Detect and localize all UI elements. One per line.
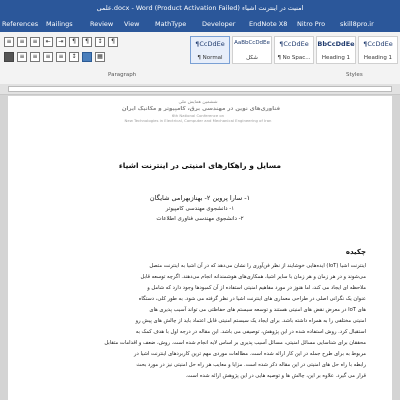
tab-endnote[interactable]: EndNote X8	[249, 20, 288, 28]
group-label-paragraph: Paragraph	[108, 72, 137, 78]
ribbon	[0, 32, 400, 85]
borders-icon[interactable]: ▦	[95, 52, 105, 62]
window-title: علمی.docx - Word (Product Activation Failed) امنیت در اینترنت اشیاء	[96, 4, 304, 12]
abstract-line: رابطه با راه حل های امنیتی در این مقاله ذکر شده است. مزایا و معایب هر راه حل امنیتی نیز در مورد بحث	[136, 362, 366, 368]
distributed-icon[interactable]: ≡	[56, 52, 66, 62]
style-no-spacing[interactable]	[274, 36, 314, 64]
ltr-direction-icon[interactable]: ¶	[69, 37, 79, 47]
style-name: ¶ Normal	[197, 55, 223, 61]
conference-header-line2: فناوری‌های نوین در مهندسی برق، کامپیوتر و مکانیک ایران	[121, 106, 281, 112]
tab-mathtype[interactable]: MathType	[155, 20, 187, 28]
tab-review[interactable]: Review	[90, 20, 114, 28]
tab-view[interactable]: View	[124, 20, 140, 28]
conference-header-line1: ششمین همایش ملی	[178, 100, 218, 105]
abstract-line: عنوان یک نگرانی اصلی در طراحی معماری های اینترنت اشیا در نظر گرفته می شود. به طور کلی، دستگاه	[138, 296, 366, 302]
style-sample: ¶CcDdEe	[195, 40, 225, 48]
ruler-scale	[8, 86, 392, 92]
paper-authors: ۱- سارا پروین ۲- بهنازبهرامی شایگان	[149, 194, 251, 202]
align-center-icon[interactable]: ≡	[17, 52, 27, 62]
conference-header-line3: 6th National Conference on	[171, 113, 225, 118]
numbering-icon[interactable]: ≡	[17, 37, 27, 47]
abstract-line: محققان برای شناسایی مسائل امنیتی، مسائل آسیب پذیری بر اساس لایه انجام شده است. روش، ضعف و اقدامات متقابل	[104, 340, 366, 346]
document-page[interactable]	[8, 96, 392, 400]
align-right-icon[interactable]: ≡	[30, 52, 40, 62]
group-label-styles: Styles	[346, 72, 363, 78]
style-sample: AaBbCcDdEe	[234, 40, 270, 46]
increase-indent-icon[interactable]: ⇥	[56, 37, 66, 47]
tab-nitro-pro[interactable]: Nitro Pro	[297, 20, 326, 28]
tab-skill8pro[interactable]: skill8pro.ir	[340, 20, 374, 28]
align-left-icon[interactable]	[4, 52, 14, 62]
abstract-line: مربوط به برای طرح جمله در این کار ارائه شده است. مطالعات موردی مهم ترین کاربردهای اینترنت اشیا در	[134, 351, 366, 357]
abstract-line: استقبال کرد. روش استفاده شده در این پژوهش، توصیفی می باشد. این مقاله در درجه اول با هدف کمک به	[135, 329, 366, 335]
paper-title: مسایل و راهکارهای امنیتی در اینترنت اشیاء	[118, 161, 282, 170]
author-affiliation-1: ۱- دانشجوی مهندسی کامپیوتر	[165, 206, 235, 212]
style-sample: ¶CcDdEe	[279, 40, 309, 48]
line-spacing-icon[interactable]: ↕	[69, 52, 79, 62]
abstract-line: ملاحظه ای ایجاد می کند، اما هنوز در مورد مفاهیم امنیتی استفاده از آن کمبودها وجود دارد که شامل و	[147, 285, 366, 291]
style-sample: BbCcDdEe	[317, 40, 355, 48]
style-name: شكل	[246, 55, 258, 61]
style-name: Heading 1	[321, 55, 351, 61]
show-formatting-icon[interactable]: ¶	[108, 37, 118, 47]
tab-mailings[interactable]: Mailings	[46, 20, 73, 28]
abstract-line: های IoT در معرض نقض های امنیتی هستند و توسعه سیستم های حفاظتی می تواند آسیب پذیری های	[149, 307, 366, 313]
window-title-bar	[0, 0, 400, 16]
abstract-heading: چکیده	[345, 248, 366, 256]
abstract-line: اینترنت اشیا (IoT) ایده‌هایی خوشایند از نظر فن‌آوری را نشان می‌دهد که در آن اشیا به اینترنت متصل	[149, 263, 366, 269]
ribbon-tab-bar	[0, 16, 400, 32]
style-name: ¶ No Spac...	[277, 55, 311, 61]
decrease-indent-icon[interactable]: ⇤	[43, 37, 53, 47]
style-name: Heading 1	[363, 55, 393, 61]
tab-developer[interactable]: Developer	[202, 20, 236, 28]
abstract-line: می‌شوند و در هر زمان و هر زمان با سایر اشیا، همکاری‌های هوشمندانه انجام می‌دهند. اگرچه توسعه قابل	[140, 274, 366, 280]
bullets-icon[interactable]: ≡	[4, 37, 14, 47]
abstract-line: قرار می گیرد. علاوه بر این، چالش ها و توصیه هایی در این پژوهش ارائه شده است.	[185, 373, 366, 379]
multilevel-list-icon[interactable]: ≡	[30, 37, 40, 47]
justify-icon[interactable]: ≡	[43, 52, 53, 62]
author-affiliation-2: ۲- دانشجوی مهندسی فناوری اطلاعات	[156, 216, 244, 222]
style-normal[interactable]	[190, 36, 230, 64]
shading-icon[interactable]	[82, 52, 92, 62]
sort-icon[interactable]: ↕	[95, 37, 105, 47]
style-sample: ¶CcDdEe	[363, 40, 393, 48]
style-heading-1[interactable]	[316, 36, 356, 64]
conference-header-line4: New Technologies in Electrical, Computer and Mechanical Engineering of Iran	[124, 118, 272, 123]
tab-references[interactable]: References	[2, 20, 39, 28]
ruler[interactable]	[0, 84, 400, 95]
abstract-line: امنیتی مختلفی را به همراه داشته باشد. برای ایجاد یک سیستم امنیتی قابل اعتماد باید از چالش های پیش رو	[135, 318, 366, 324]
rtl-direction-icon[interactable]: ¶	[82, 37, 92, 47]
style-shekl[interactable]	[232, 36, 272, 64]
style-heading-1-alt[interactable]	[358, 36, 398, 64]
